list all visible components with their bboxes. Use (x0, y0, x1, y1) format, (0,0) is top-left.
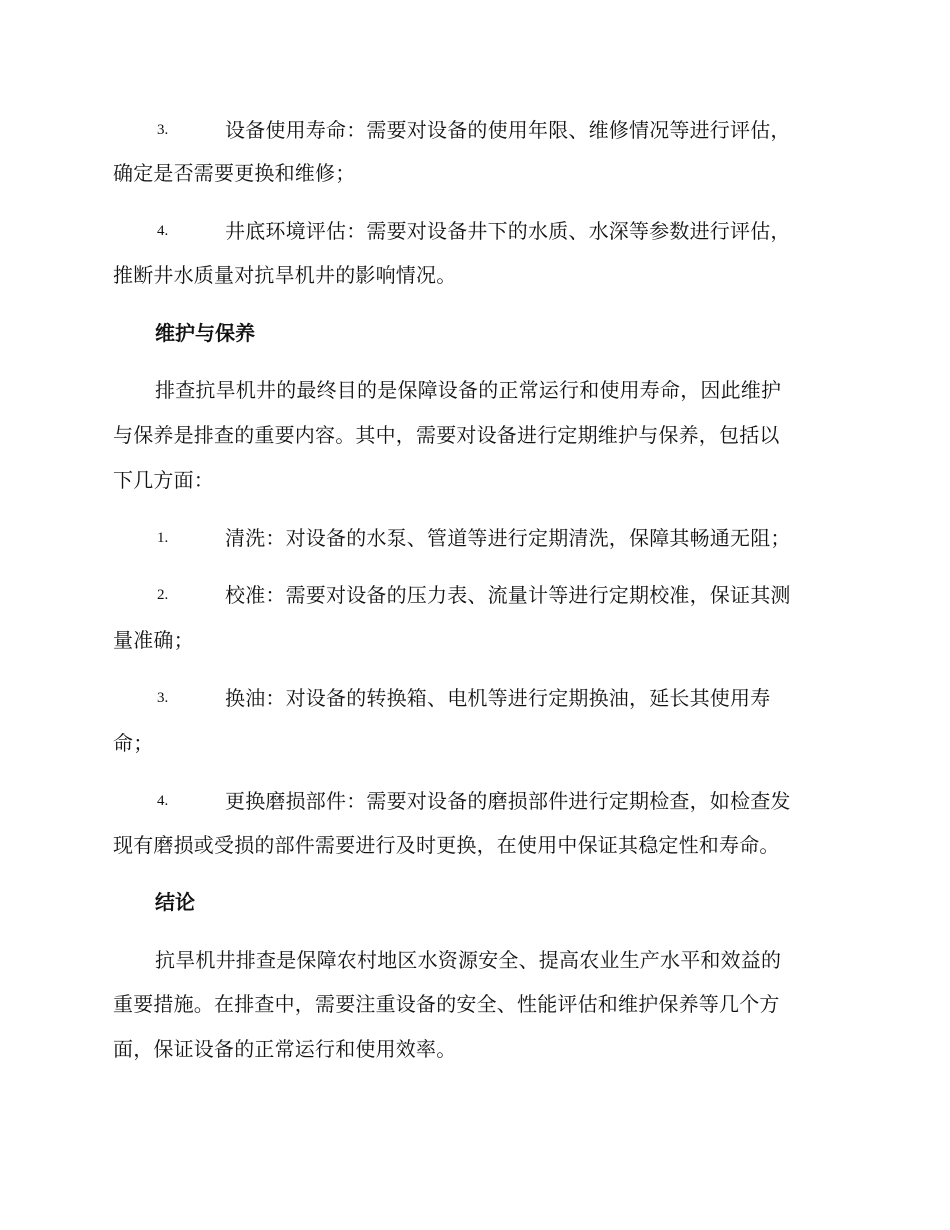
list-number: 3. (157, 690, 169, 706)
paragraph-line: 抗旱机井排查是保障农村地区水资源安全、提高农业生产水平和效益的 (155, 948, 782, 972)
paragraph-line: 与保养是排查的重要内容。其中，需要对设备进行定期维护与保养，包括以 (113, 423, 780, 447)
list-number: 4. (157, 793, 169, 809)
list-item-text: 井底环境评估：需要对设备井下的水质、水深等参数进行评估， (225, 219, 791, 243)
list-item-continuation: 命； (113, 731, 154, 755)
paragraph-line: 面，保证设备的正常运行和使用效率。 (113, 1037, 457, 1061)
paragraph-line: 排查抗旱机井的最终目的是保障设备的正常运行和使用寿命，因此维护 (155, 378, 782, 402)
list-item-text: 换油：对设备的转换箱、电机等进行定期换油，延长其使用寿 (225, 686, 771, 710)
list-number: 1. (157, 530, 169, 546)
list-number: 3. (157, 122, 169, 138)
section-heading-maintenance: 维护与保养 (155, 321, 255, 345)
list-item-text: 清洗：对设备的水泵、管道等进行定期清洗，保障其畅通无阻； (225, 526, 791, 550)
section-heading-conclusion: 结论 (155, 890, 195, 914)
list-number: 4. (157, 223, 169, 239)
paragraph-line: 重要措施。在排查中，需要注重设备的安全、性能评估和维护保养等几个方 (113, 992, 780, 1016)
list-item-continuation: 现有磨损或受损的部件需要进行及时更换，在使用中保证其稳定性和寿命。 (113, 833, 780, 857)
list-number: 2. (157, 587, 169, 603)
list-item-text: 更换磨损部件：需要对设备的磨损部件进行定期检查，如检查发 (225, 789, 791, 813)
list-item-continuation: 确定是否需要更换和维修； (113, 161, 356, 185)
list-item-text: 校准：需要对设备的压力表、流量计等进行定期校准，保证其测 (225, 583, 791, 607)
list-item-continuation: 推断井水质量对抗旱机井的影响情况。 (113, 263, 457, 287)
list-item-text: 设备使用寿命：需要对设备的使用年限、维修情况等进行评估， (225, 118, 791, 142)
list-item-continuation: 量准确； (113, 628, 194, 652)
paragraph-line: 下几方面： (113, 468, 214, 492)
